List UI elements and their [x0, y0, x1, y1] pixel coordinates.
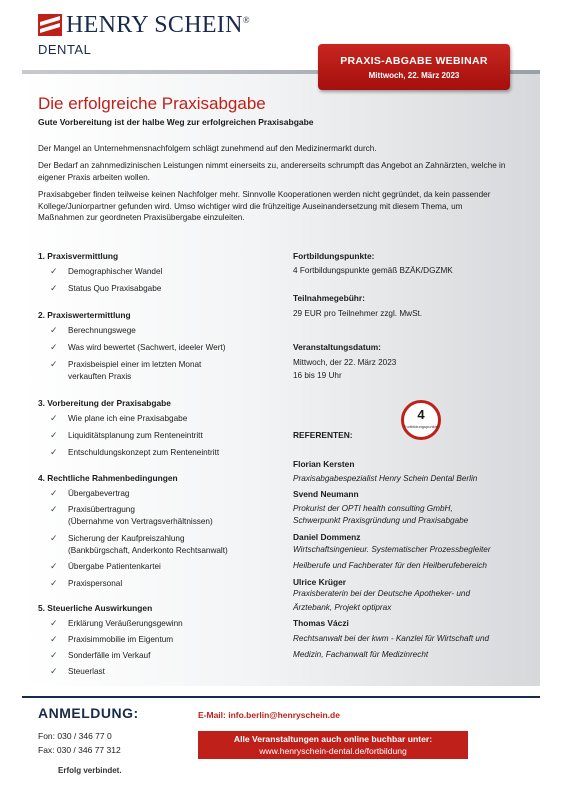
fee-label: Teilnahmegebühr:: [293, 293, 365, 303]
brand-name: HENRY SCHEIN: [66, 12, 243, 38]
intro-paragraph-3: Praxisabgeber finden teilweise keinen Nachfolger mehr. Sinnvolle Kooperationen werden nicht gegründet, da kein passender Kollege/Juniorpartner gefunden wird. Umso wichtiger wird die frühzeitige Auseinandersetzung mit diesem Thema, um Maßnahmen zur geordneten Praxisübergabe einzuleiten.: [38, 190, 491, 222]
speaker-name: Ulrice Krüger: [293, 577, 347, 587]
check-icon: ✓: [50, 561, 58, 571]
speaker-name: Thomas Váczi: [293, 618, 349, 628]
check-icon: ✓: [50, 578, 58, 588]
check-icon: ✓: [50, 650, 58, 660]
webinar-title: PRAXIS-ABGABE WEBINAR: [340, 55, 488, 67]
online-booking-box[interactable]: [198, 731, 468, 759]
page-subtitle: Gute Vorbereitung ist der halbe Weg zur erfolgreichen Praxisabgabe: [38, 117, 314, 127]
speaker-desc: Prokurist der OPTI health consulting GmbH,: [293, 504, 453, 513]
speakers-label: REFERENTEN:: [293, 430, 353, 440]
email-link[interactable]: E-Mail: info.berlin@henryschein.de: [198, 710, 340, 720]
speaker-name: Florian Kersten: [293, 459, 355, 469]
check-icon: ✓: [50, 359, 58, 369]
speaker-desc: Schwerpunkt Praxisgründung und Praxisabgabe: [293, 516, 469, 525]
registration-heading: ANMELDUNG:: [38, 705, 139, 721]
phone-number: Fon: 030 / 346 77 0: [38, 731, 112, 741]
seal-text: Fortbildungspunkte: [404, 424, 439, 429]
time-value: 16 bis 19 Uhr: [293, 371, 342, 380]
check-icon: ✓: [50, 325, 58, 335]
speaker-desc: Heilberufe und Fachberater für den Heilberufebereich: [293, 561, 487, 570]
speaker-desc: Praxisabgabespezialist Henry Schein Dental Berlin: [293, 474, 478, 483]
check-icon: ✓: [50, 447, 58, 457]
booking-url[interactable]: www.henryschein-dental.de/fortbildung: [259, 746, 407, 756]
points-value: 4 Fortbildungspunkte gemäß BZÄK/DGZMK: [293, 266, 453, 275]
check-icon: ✓: [50, 283, 58, 293]
intro-paragraph-2: Der Bedarf an zahnmedizinischen Leistungen nimmt einerseits zu, andererseits schrumpft das Angebot an Zahnärzten, welche in eigener Praxis arbeiten wollen.: [38, 161, 506, 182]
fax-number: Fax: 030 / 346 77 312: [38, 745, 121, 755]
date-value: Mittwoch, der 22. März 2023: [293, 358, 397, 367]
speaker-desc: Ärztebank, Projekt optiprax: [293, 603, 392, 612]
section-title: 1. Praxisvermittlung: [38, 251, 119, 261]
check-icon: ✓: [50, 488, 58, 498]
points-label: Fortbildungspunkte:: [293, 251, 375, 261]
seal-number: 4: [417, 407, 425, 422]
slogan: Erfolg verbindet.: [58, 766, 122, 775]
program-column: 1. Praxisvermittlung ✓ Demographischer Wandel ✓ Status Quo Praxisabgabe 2. Praxiswertermittlung ✓ Berechnungswege ✓ Was wird bewertet (Sachwert, ideeler Wert) ✓ Praxisbeispiel einer im letzten Monat verkauften Praxis 3. Vorbereitung der Praxisabgabe ✓ Wie plane ich eine Praxisabgabe ✓ Liquiditätsplanung zum Renteneintritt ✓ Entschuldungskonzept zum Renteneintritt 4. Rechtliche Rahmenbedingungen ✓ Übergabevertrag ✓ Praxisübertragung (Übernahme von Vertragsverhältnissen) ✓ Sicherung der Kaufpreiszahlung (Bankbürgschaft, Anderkonto Rechtsanwalt) ✓ Übergabe Patientenkartei ✓ Praxispersonal 5. Steuerliche Auswirkungen ✓ Erklärung Veräußerungsgewinn ✓ Praxisimmobilie im Eigentum ✓ Sonderfälle im Verkauf ✓ Steuerlast: [38, 251, 228, 676]
check-icon: ✓: [50, 266, 58, 276]
check-icon: ✓: [50, 430, 58, 440]
speaker-desc: Medizin, Fachanwalt für Medizinrecht: [293, 650, 429, 659]
check-icon: ✓: [50, 413, 58, 423]
section-title: 4. Rechtliche Rahmenbedingungen: [38, 473, 178, 483]
date-label: Veranstaltungsdatum:: [293, 342, 381, 352]
speaker-desc: Wirtschaftsingenieur. Systematischer Prozessbegleiter: [293, 545, 491, 554]
registered-mark: ®: [242, 15, 250, 25]
booking-text: Alle Veranstaltungen auch online buchbar unter:: [233, 734, 433, 744]
section-title: 5. Steuerliche Auswirkungen: [38, 603, 153, 613]
check-icon: ✓: [50, 533, 58, 543]
speaker-desc: Praxisberaterin bei der Deutsche Apotheker- und: [293, 589, 471, 598]
speaker-name: Svend Neumann: [293, 489, 359, 499]
check-icon: ✓: [50, 666, 58, 676]
webinar-date: Mittwoch, 22. März 2023: [368, 71, 460, 80]
check-icon: ✓: [50, 342, 58, 352]
speaker-name: Daniel Dommenz: [293, 532, 361, 542]
section-title: 2. Praxiswertermittlung: [38, 310, 131, 320]
fortbildungspunkte-seal: [401, 400, 441, 440]
speaker-desc: Rechtsanwalt bei der kwm - Kanzlei für Wirtschaft und: [293, 634, 490, 643]
page-title: Die erfolgreiche Praxisabgabe: [38, 94, 266, 113]
brand-division: DENTAL: [38, 42, 92, 57]
fee-value: 29 EUR pro Teilnehmer zzgl. MwSt.: [293, 309, 423, 318]
webinar-badge: [318, 44, 510, 90]
check-icon: ✓: [50, 504, 58, 514]
check-icon: ✓: [50, 634, 58, 644]
intro-paragraph-1: Der Mangel an Unternehmensnachfolgern schlägt zunehmend auf den Medizinermarkt durch.: [38, 144, 377, 153]
check-icon: ✓: [50, 618, 58, 628]
footer-divider: [22, 696, 540, 698]
section-title: 3. Vorbereitung der Praxisabgabe: [38, 398, 171, 408]
